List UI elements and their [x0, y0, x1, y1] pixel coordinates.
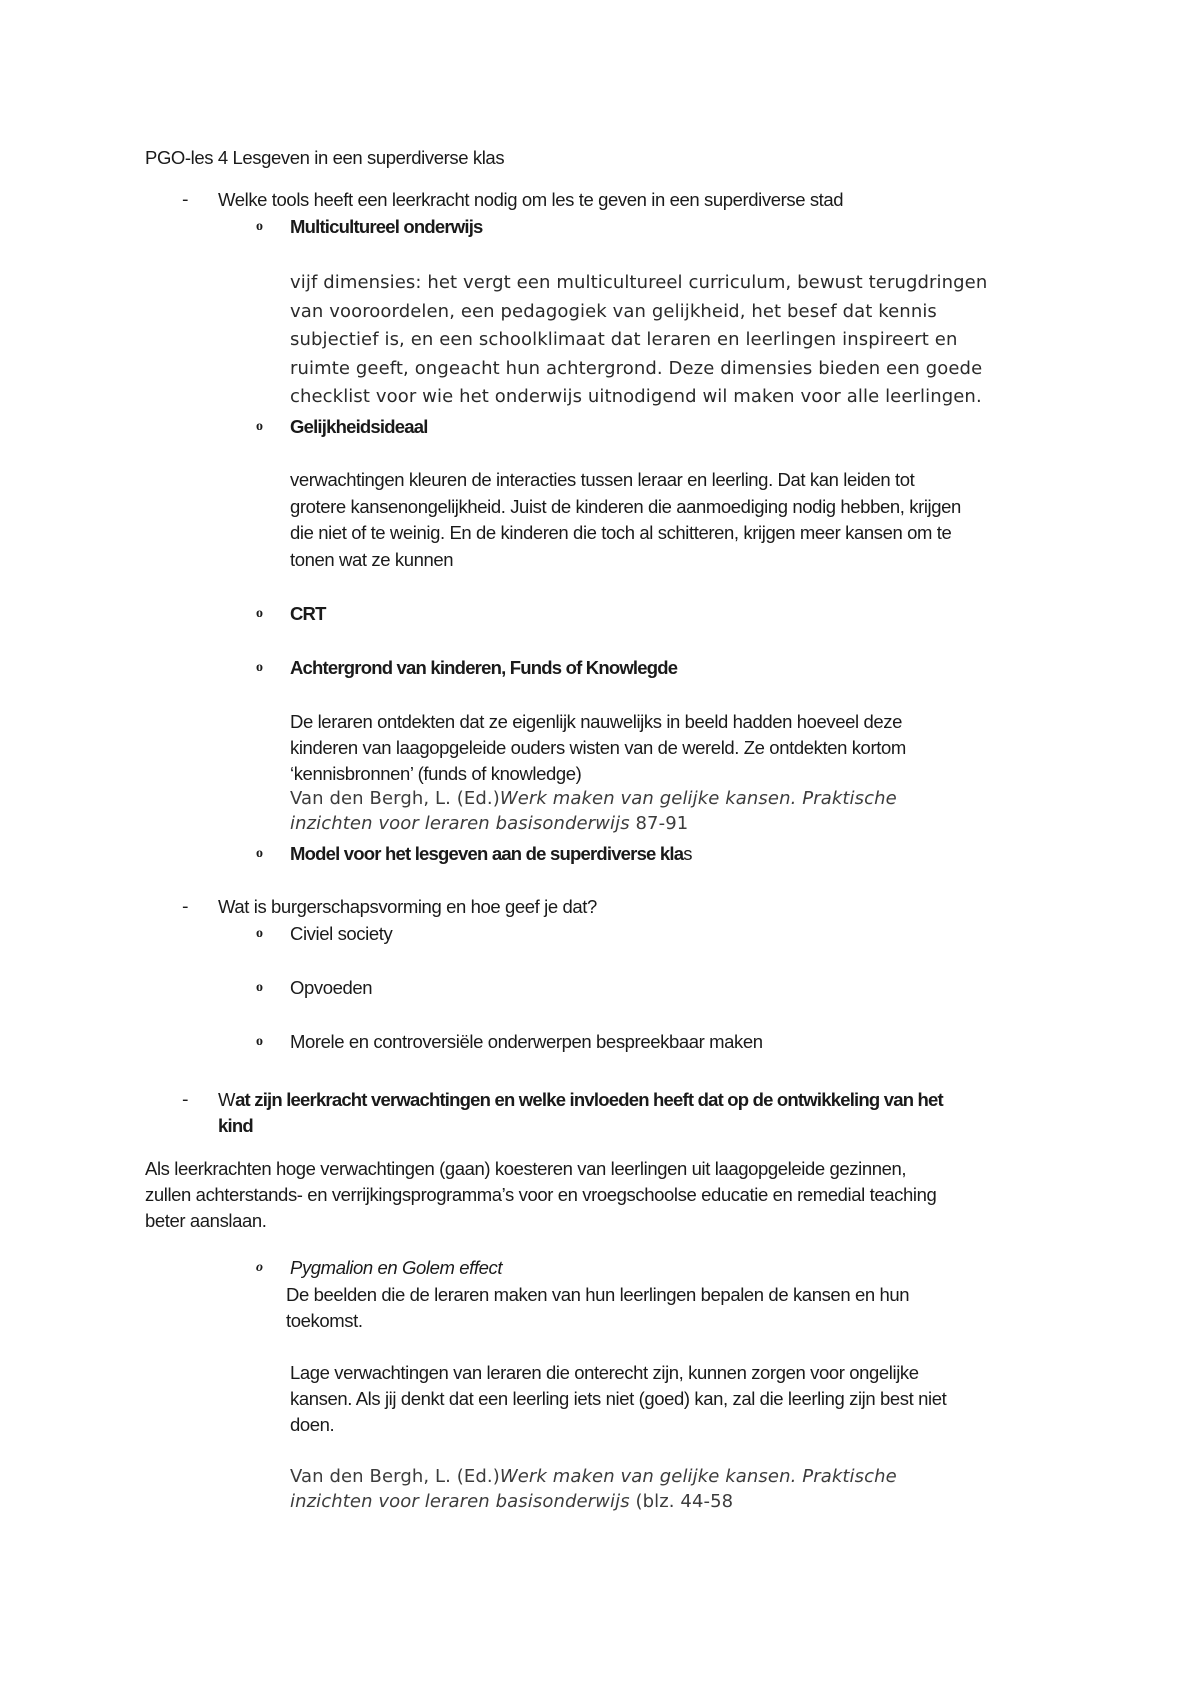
item-heading-multicultureel: Multicultureel onderwijs	[290, 216, 483, 237]
reference-title: Werk maken van gelijke kansen. Praktische	[499, 788, 897, 809]
text-line: grotere kansenongelijkheid. Juist de kinderen die aanmoediging nodig hebben, krijgen	[290, 496, 961, 517]
dash-marker: -	[182, 896, 189, 917]
text-line: vijf dimensies: het vergt een multicultureel curriculum, bewust terugdringen	[290, 272, 988, 293]
bullet-marker: o	[256, 419, 263, 434]
paragraph-line: zullen achterstands- en verrijkingsprogramma’s voor en vroegschoolse educatie en remedial teaching	[145, 1184, 937, 1205]
text-line: verwachtingen kleuren de interacties tussen leraar en leerling. Dat kan leiden tot	[290, 469, 915, 490]
list-item: Morele en controversiële onderwerpen bespreekbaar maken	[290, 1031, 763, 1052]
dash-marker: -	[182, 189, 189, 210]
bullet-marker: o	[256, 1260, 263, 1275]
item-heading-model-tail: s	[683, 843, 693, 864]
text-line: checklist voor wie het onderwijs uitnodigend wil maken voor alle leerlingen.	[290, 386, 982, 407]
reference-line	[290, 786, 897, 812]
section3-question	[218, 1087, 943, 1114]
section3-question-line1: at zijn leerkracht verwachtingen en welke invloeden heeft dat op de ontwikkeling van het	[235, 1089, 943, 1110]
list-item: Opvoeden	[290, 977, 373, 998]
reference-pages: 87-91	[629, 813, 689, 834]
text-line: subjectief is, en een schoolklimaat dat leraren en leerlingen inspireert en	[290, 329, 958, 350]
paragraph-line: beter aanslaan.	[145, 1210, 267, 1231]
reference-line	[290, 811, 688, 837]
item-heading-pygmalion: Pygmalion en Golem effect	[290, 1257, 503, 1278]
document-title: PGO-les 4 Lesgeven in een superdiverse klas	[145, 147, 505, 168]
text-line: van vooroordelen, een pedagogiek van gelijkheid, het besef dat kennis	[290, 301, 937, 322]
dash-marker: -	[182, 1089, 189, 1110]
text-line: kansen. Als jij denkt dat een leerling iets niet (goed) kan, zal die leerling zijn best niet	[290, 1388, 947, 1409]
item-heading-model-text: Model voor het lesgeven aan de superdiverse kla	[290, 843, 684, 864]
reference-title: inzichten voor leraren basisonderwijs	[290, 1491, 630, 1512]
reference-title: Werk maken van gelijke kansen. Praktische	[499, 1466, 897, 1487]
text-line: doen.	[290, 1414, 335, 1435]
text-line: De leraren ontdekten dat ze eigenlijk nauwelijks in beeld hadden hoeveel deze	[290, 711, 903, 732]
bullet-marker: o	[256, 660, 263, 675]
reference-line	[290, 1464, 897, 1490]
text-line: tonen wat ze kunnen	[290, 549, 454, 570]
section1-question: Welke tools heeft een leerkracht nodig om les te geven in een superdiverse stad	[218, 189, 844, 210]
item-heading-model	[290, 841, 692, 868]
reference-title: inzichten voor leraren basisonderwijs	[290, 813, 630, 834]
text-line: De beelden die de leraren maken van hun leerlingen bepalen de kansen en hun	[286, 1284, 910, 1305]
reference-author: Van den Bergh, L. (Ed.)	[290, 1466, 500, 1487]
bullet-marker: o	[256, 1034, 263, 1049]
text-line: die niet of te weinig. En de kinderen die toch al schitteren, krijgen meer kansen om te	[290, 522, 952, 543]
bullet-marker: o	[256, 606, 263, 621]
section2-question: Wat is burgerschapsvorming en hoe geef je dat?	[218, 896, 597, 917]
section3-question-line2: kind	[218, 1115, 253, 1136]
text-line: ruimte geeft, ongeacht hun achtergrond. Deze dimensies bieden een goede	[290, 358, 983, 379]
text-line: Lage verwachtingen van leraren die onterecht zijn, kunnen zorgen voor ongelijke	[290, 1362, 919, 1383]
text-line: ‘kennisbronnen’ (funds of knowledge)	[290, 763, 582, 784]
item-heading-gelijkheidsideaal: Gelijkheidsideaal	[290, 416, 428, 437]
section3-question-prefix: W	[218, 1089, 236, 1110]
item-heading-crt: CRT	[290, 603, 326, 624]
bullet-marker: o	[256, 980, 263, 995]
reference-author: Van den Bergh, L. (Ed.)	[290, 788, 500, 809]
bullet-marker: o	[256, 846, 263, 861]
paragraph-line: Als leerkrachten hoge verwachtingen (gaan) koesteren van leerlingen uit laagopgeleide gezinnen,	[145, 1158, 907, 1179]
text-line: toekomst.	[286, 1310, 363, 1331]
item-heading-funds-of-knowledge: Achtergrond van kinderen, Funds of Knowlegde	[290, 657, 678, 678]
bullet-marker: o	[256, 926, 263, 941]
text-line: kinderen van laagopgeleide ouders wisten van de wereld. Ze ontdekten kortom	[290, 737, 906, 758]
reference-line	[290, 1489, 733, 1515]
bullet-marker: o	[256, 219, 263, 234]
reference-pages: (blz. 44-58	[629, 1491, 734, 1512]
list-item: Civiel society	[290, 923, 393, 944]
